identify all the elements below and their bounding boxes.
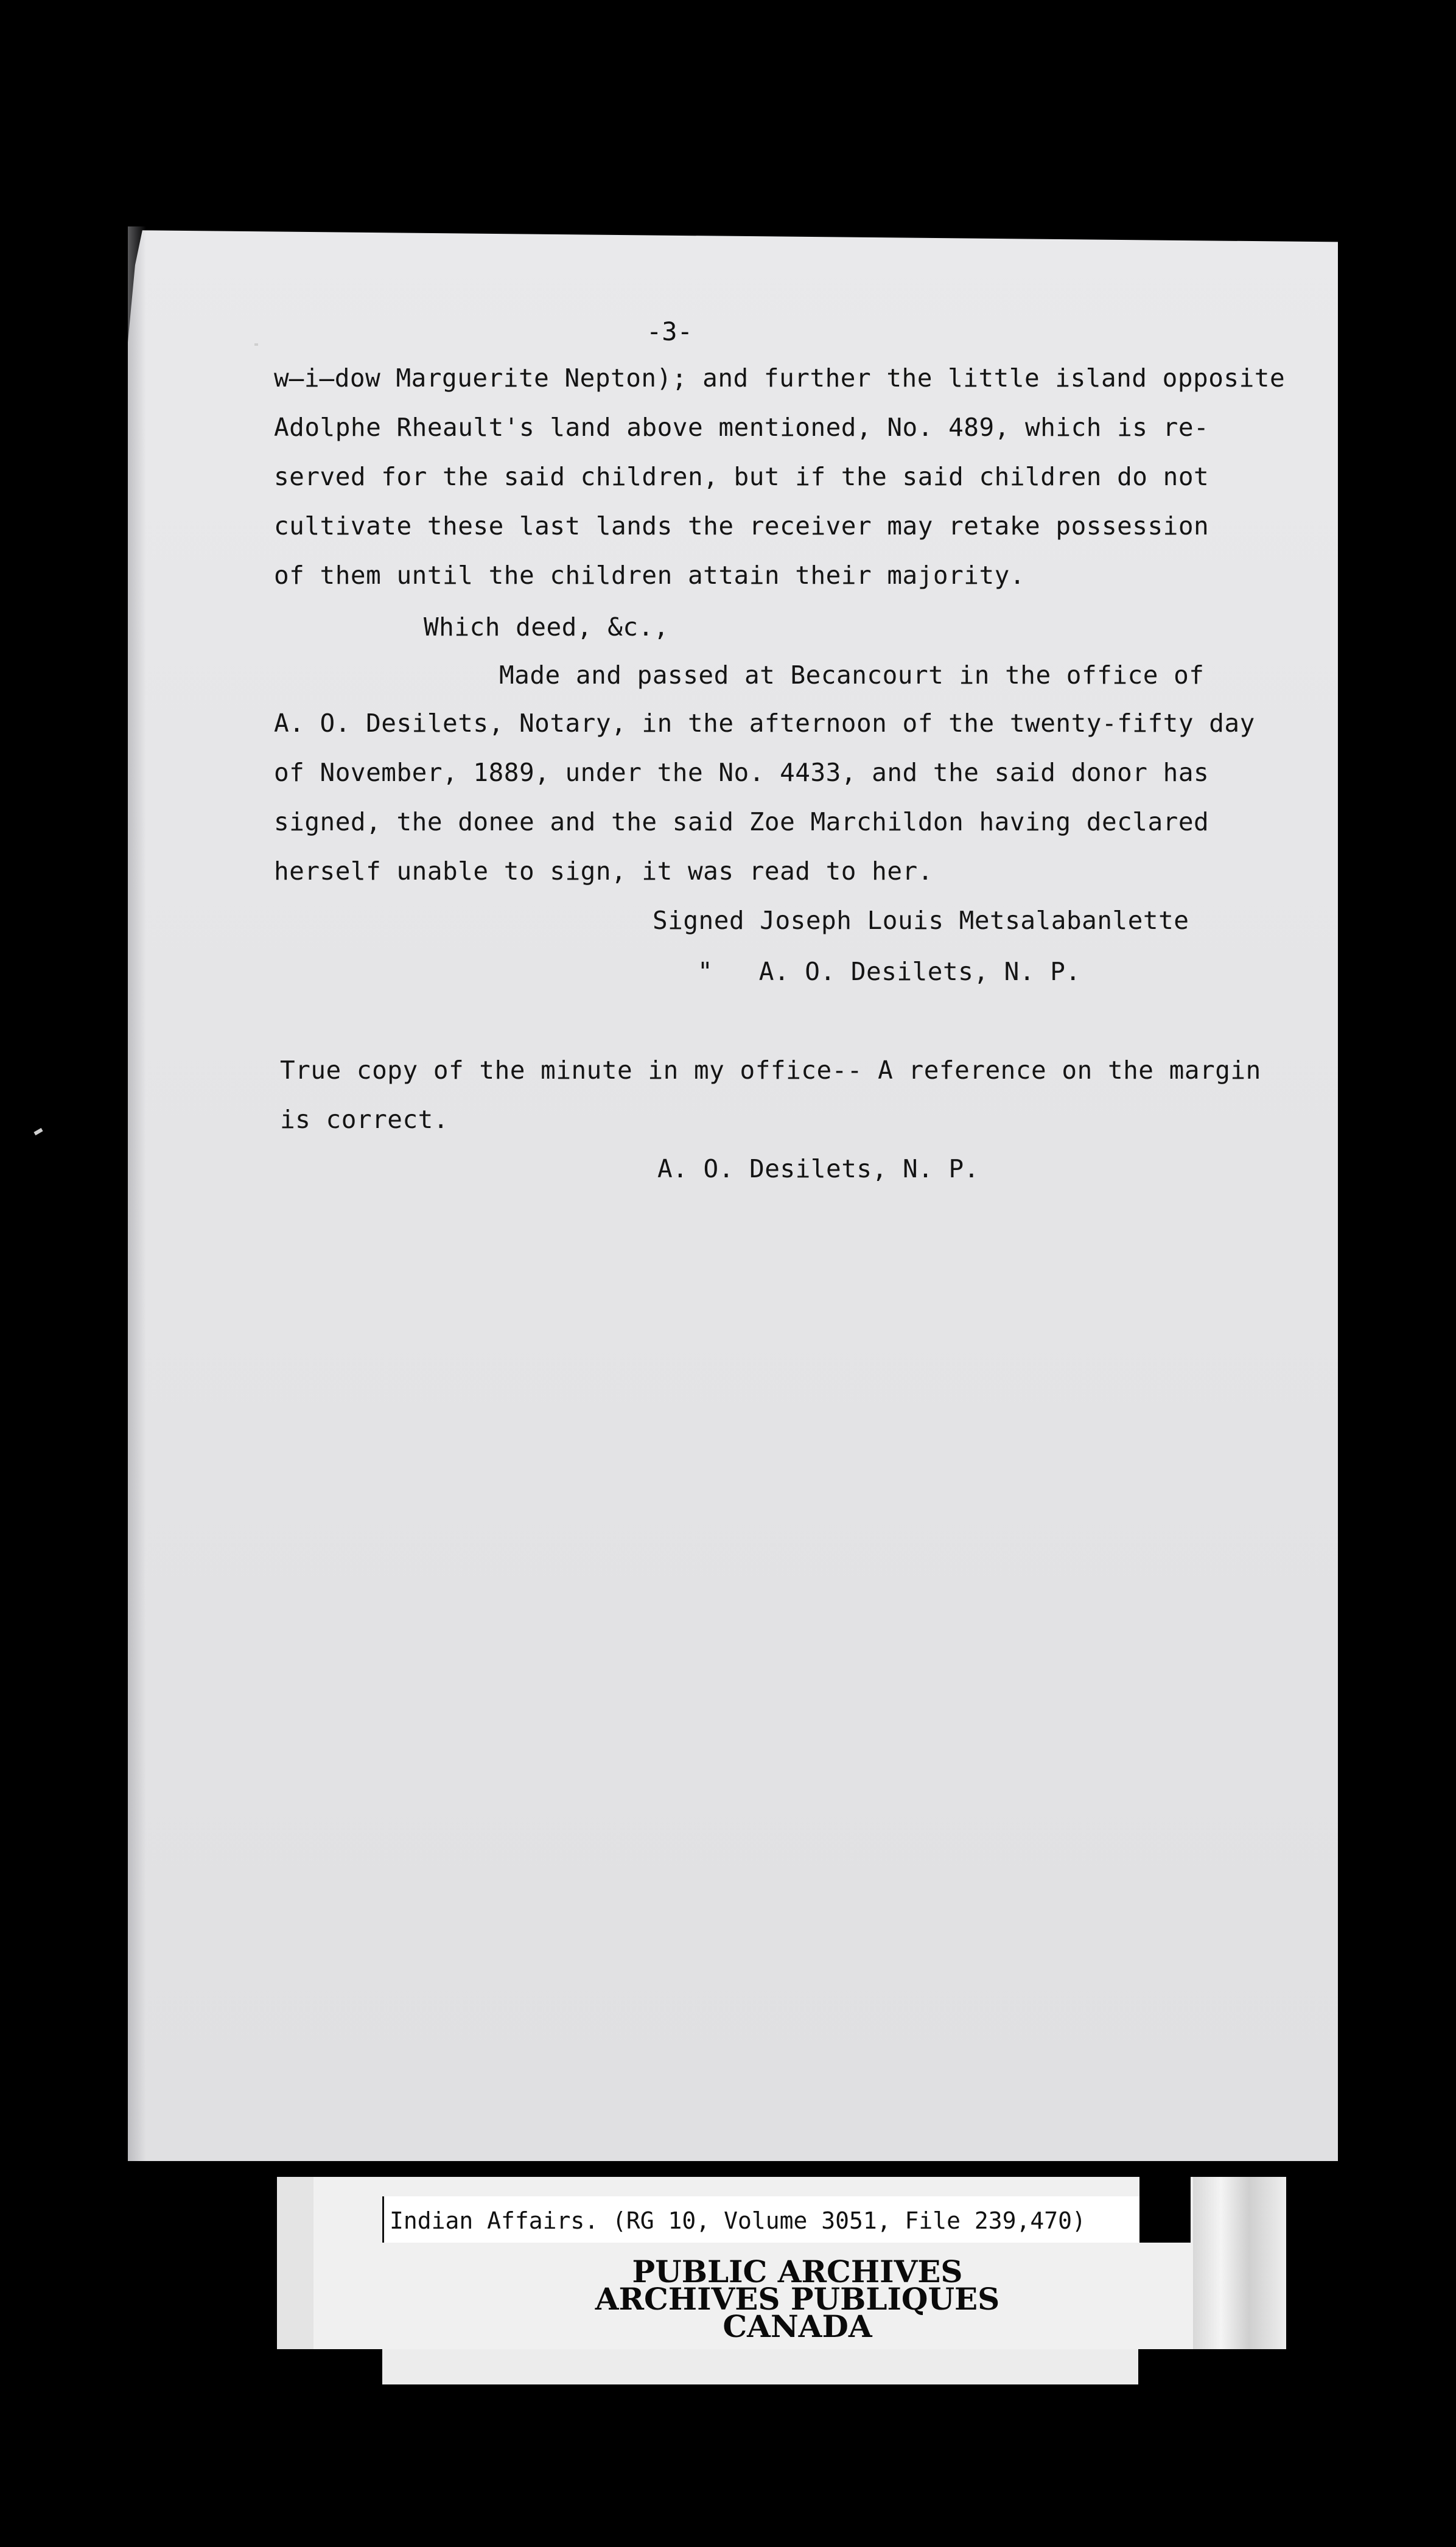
archive-label-bottom-tab — [382, 2349, 1138, 2384]
text-line: is correct. — [280, 1105, 449, 1134]
text-line: w̶i̶dow Marguerite Nepton); and further the little island opposite — [274, 363, 1286, 393]
page-number: -3- — [646, 317, 693, 346]
archive-country: CANADA — [723, 2308, 872, 2344]
archive-name-french: ARCHIVES PUBLIQUES — [595, 2281, 1000, 2317]
citation-text: Indian Affairs. (RG 10, Volume 3051, File 239,470) — [390, 2207, 1086, 2234]
text-line: of November, 1889, under the No. 4433, and the said donor has — [274, 758, 1209, 787]
text-line: True copy of the minute in my office-- A reference on the margin — [280, 1056, 1261, 1085]
archive-name-english: PUBLIC ARCHIVES — [632, 2254, 963, 2289]
text-line: herself unable to sign, it was read to her. — [274, 857, 933, 886]
text-line: Made and passed at Becancourt in the office of — [499, 660, 1205, 690]
page-edge-shadow — [128, 226, 146, 2161]
text-line: A. O. Desilets, N. P. — [657, 1154, 979, 1183]
text-line: of them until the children attain their majority. — [274, 561, 1026, 590]
text-line: served for the said children, but if the said children do not — [274, 462, 1209, 491]
citation-box-end — [1139, 2177, 1191, 2243]
archive-label-right-edge — [1193, 2177, 1286, 2349]
text-line: A. O. Desilets, Notary, in the afternoon of the twenty-fifty day — [274, 709, 1255, 738]
text-line: Which deed, &c., — [424, 612, 669, 642]
archive-label-left-edge — [277, 2177, 313, 2349]
text-line: Adolphe Rheault's land above mentioned, No. 489, which is re- — [274, 413, 1209, 442]
text-line: Signed Joseph Louis Metsalabanlette — [653, 906, 1189, 935]
stray-mark — [254, 343, 258, 346]
text-line: cultivate these last lands the receiver may retake possession — [274, 511, 1209, 541]
text-line: " A. O. Desilets, N. P. — [698, 957, 1081, 986]
text-line: signed, the donee and the said Zoe Marchildon having declared — [274, 807, 1209, 836]
